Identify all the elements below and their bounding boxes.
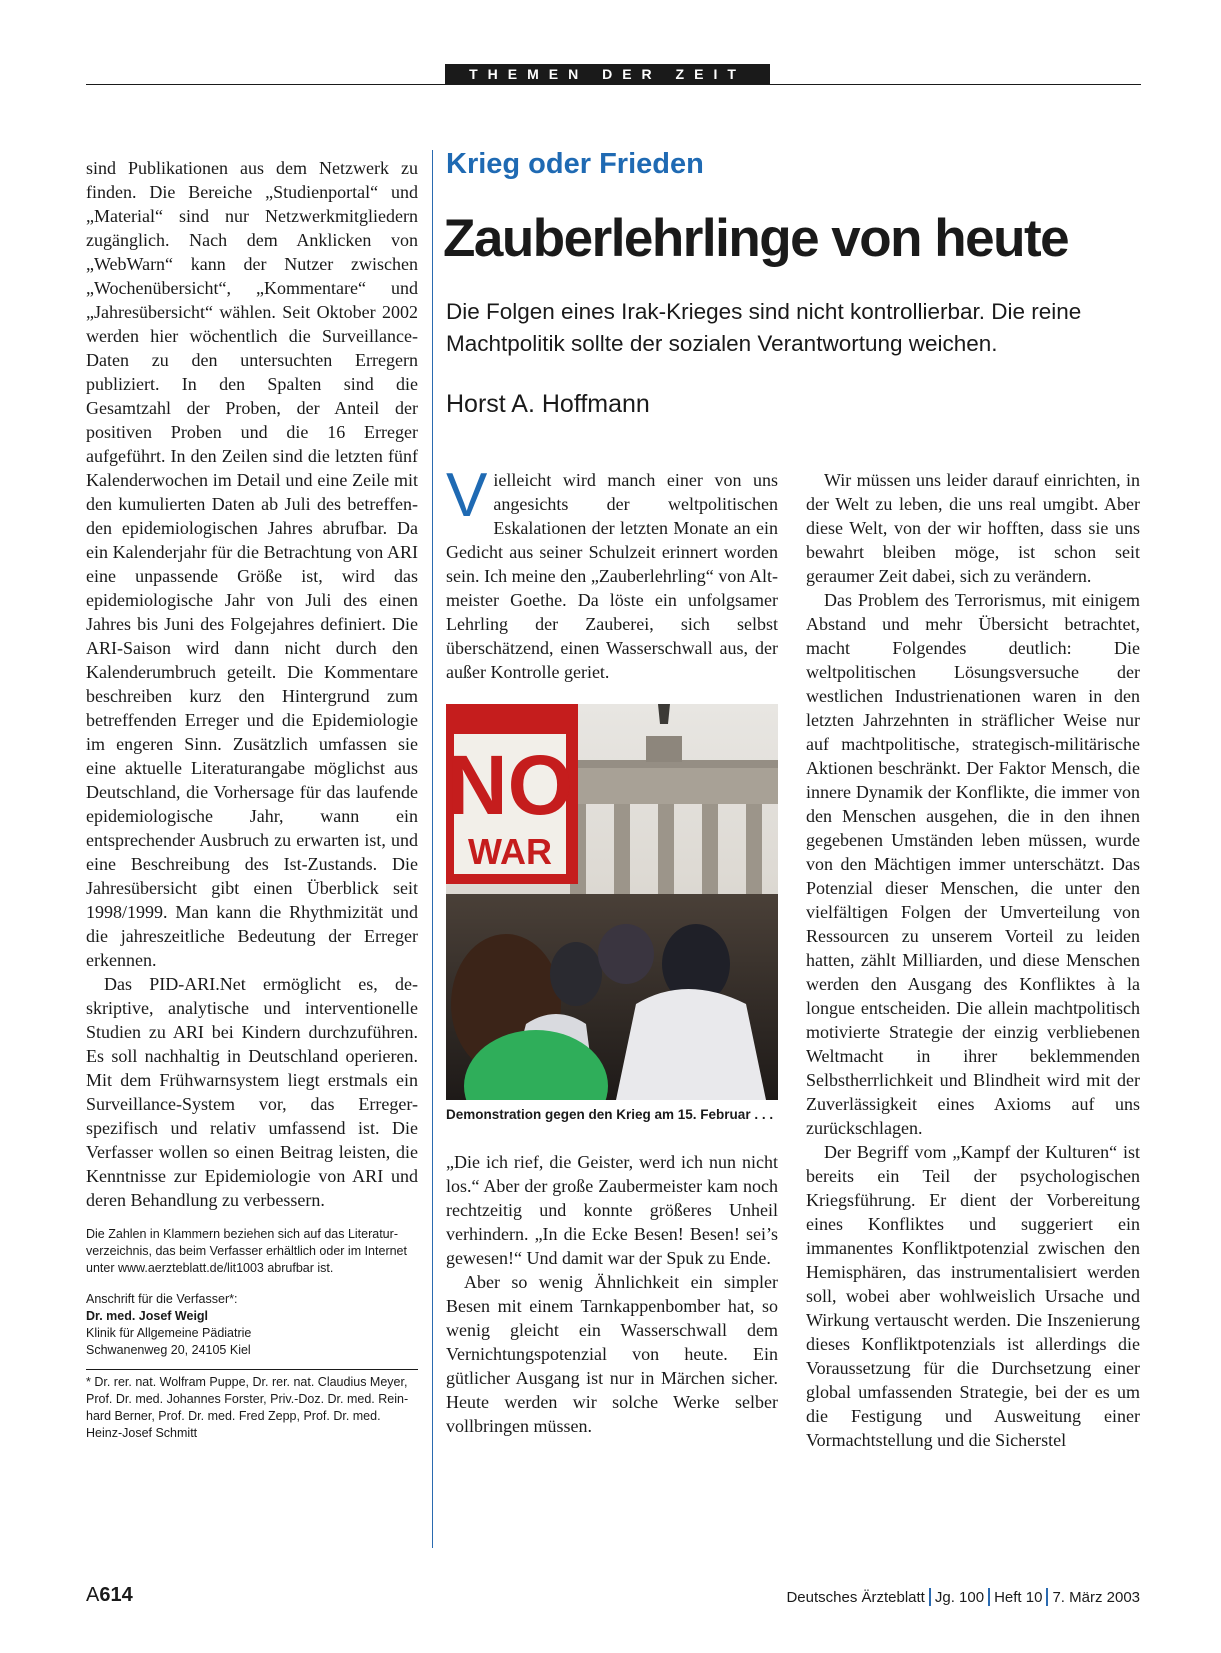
co-authors-note: * Dr. rer. nat. Wolfram Puppe, Dr. rer. nat. Claudius Meyer, Prof. Dr. med. Johannes Forster, Priv.-Doz. Dr. med. Reinhard Berner, Prof. Dr. med. Fred Zepp, Prof. Dr. med. Heinz-Josef Schmitt (86, 1369, 418, 1442)
right-column (806, 468, 1140, 1452)
middle-column (446, 461, 778, 1438)
footer-separator (1046, 1588, 1048, 1606)
section-header (86, 64, 1141, 86)
references-footnote: Die Zahlen in Klammern beziehen sich auf das Literaturverzeichnis, das beim Verfasser erhältlich oder im Internet unter www.aerzteblatt.de/lit1003 abrufbar ist. (86, 1227, 407, 1275)
column-divider (432, 150, 433, 1548)
page-number (86, 1584, 133, 1607)
left-column (86, 156, 418, 1442)
address-line-2: Schwanenweg 20, 24105 Kiel (86, 1343, 251, 1357)
journal-info (786, 1588, 1140, 1606)
photo-caption: Demonstration gegen den Krieg am 15. Februar . . . (446, 1107, 774, 1122)
right-paragraph-1: Wir müssen uns leider darauf einrichten, in der Welt zu leben, die uns real umgibt. Aber diese Welt, von der wir hofften, dass sie uns bewahrt bleiben möge, ist schon seit geraumer Zeit dabei, sich zu verändern. (806, 470, 1140, 586)
mid-paragraph-3: Aber so wenig Ähnlichkeit ein simpler Besen mit einem Tarnkappenbomber hat, so wenig gleicht ein Wasserschwall dem Vernichtungspotenzial von heute. Ein gütlicher Ausgang ist nur in Märchen sicher. Heute werden wir solche Werke selber vollbringen müssen. (446, 1272, 778, 1436)
journal-name: Deutsches Ärzteblatt (786, 1589, 925, 1606)
author-address (86, 1291, 418, 1359)
journal-date: 7. März 2003 (1052, 1589, 1140, 1606)
journal-issue: Heft 10 (994, 1589, 1043, 1606)
demonstration-photo (446, 704, 778, 1100)
sign-no-text: NO (447, 738, 573, 832)
article-headline: Zauberlehrlinge von heute (443, 209, 1069, 268)
left-paragraph-1: sind Publikationen aus dem Netzwerk zu finden. Die Bereiche „Studienportal“ und „Material“ sind nur Netzwerkmitgliedern zugänglich. Nach dem Anklicken von „WebWarn“ kann der Nutzer zwischen „Wochenübersicht“, „Kommentare“ und „Jahresübersicht“ wählen. Seit Oktober 2002 werden hier wöchentlich die Surveillance-Daten zu den untersuchten Erregern publiziert. In den Spalten sind die Gesamtzahl der Proben, der Anteil der positiven Proben und die 16 Erreger aufgeführt. In den Zeilen sind die letzten fünf Kalenderwochen im Detail und eine Zeile mit den kumulierten Daten ab Juli des betreffenden epidemiologischen Jahres abrufbar. Da ein Kalenderjahr für die Betrachtung von ARI eine unpassende Größe ist, wird das epidemiologische Jahr von Juli des einen Jahres bis Juni des Folgejahres definiert. Die ARI-Saison wird dann nicht durch den Kalenderumbruch geteilt. Die Kommentare beschreiben kurz den Hintergrund zum betreffenden Erreger und die Epidemiologie im engeren Sinn. Zusätzlich umfassen sie eine aktuelle Literaturangabe möglichst aus Deutschland, die Vorhersage für das laufende epidemiologische Jahr, wann ein entsprechender Ausbruch zu erwarten ist, und eine Beschreibung des Ist-Zustands. Die Jahresübersicht gibt einen Überblick seit 1998/1999. Man kann die Rhythmizität und die jahreszeitliche Bedeutung der Erreger erkennen. (86, 158, 418, 970)
sign-war-text: WAR (468, 831, 552, 872)
journal-volume: Jg. 100 (934, 1589, 985, 1606)
drop-cap: V (446, 461, 488, 530)
footer-separator (929, 1588, 931, 1606)
article-kicker: Krieg oder Frieden (446, 148, 704, 180)
address-name: Dr. med. Josef Weigl (86, 1309, 209, 1323)
photo-illustration (446, 704, 778, 1100)
address-line-1: Klinik für Allgemeine Pädiatrie (86, 1326, 252, 1340)
mid-paragraph-1 (446, 461, 778, 684)
article-byline: Horst A. Hoffmann (446, 390, 650, 418)
left-paragraph-2: Das PID-ARI.Net ermöglicht es, deskriptive, analytische und interventionelle Studien zu ARI bei Kindern durchzuführen. Es soll nachhaltig in Deutschland operieren. Mit dem Frühwarnsystem liegt erstmals ein Surveillance-System vor, das Erreger-spezifisch und relativ umfassend ist. Die Verfasser wollen so einen Beitrag leisten, die Kenntnisse zur Epidemiologie von ARI und deren Behandlung zu verbessern. (86, 974, 418, 1210)
section-label: THEMEN DER ZEIT (445, 64, 770, 85)
right-paragraph-3: Der Begriff vom „Kampf der Kulturen“ ist bereits ein Teil der psychologischen Kriegsführung. Er dient der Vorbereitung eines Konfliktes und suggeriert ein immanentes Konfliktpotenzial zwischen den Hemisphären, das instrumentalisiert werden soll, wobei aber wohlweislich Ursache und Wirkung vertauscht werden. Die Inszenierung dieses Konfliktpotenzials ist allerdings die Voraussetzung für die Durchsetzung einer global umfassenden Strategie, bei der es um die Festigung und Ausweitung einer Vormachtstellung und die Sicherstel (806, 1142, 1140, 1450)
page-number-value: 614 (99, 1584, 133, 1606)
article-dek: Die Folgen eines Irak-Krieges sind nicht kontrollierbar. Die reine Machtpolitik sollte der sozialen Verantwortung weichen. (446, 299, 1082, 356)
mid-paragraph-1-text: ielleicht wird manch einer von uns angesichts der weltpolitischen Eskalationen der letzten Monate an ein Gedicht aus seiner Schulzeit erinnert worden sein. Ich meine den „Zauberlehrling“ von Altmeister Goethe. Da löste ein unfolgsamer Lehrling der Zauberei, sich selbst überschätzend, einen Wasserschwall aus, der außer Kontrolle geriet. (446, 470, 778, 682)
page-prefix: A (86, 1584, 100, 1606)
address-label: Anschrift für die Verfasser*: (86, 1292, 238, 1306)
footer-separator (988, 1588, 990, 1606)
mid-column-continued (446, 1150, 778, 1438)
mid-paragraph-2: „Die ich rief, die Geister, werd ich nun nicht los.“ Aber der große Zaubermeister kam noch rechtzeitig und konnte größeres Unheil verhindern. „In die Ecke Besen! Besen! sei’s gewesen!“ Und damit war der Spuk zu Ende. (446, 1152, 778, 1268)
right-paragraph-2: Das Problem des Terrorismus, mit einigem Abstand und mehr Übersicht betrachtet, macht Folgendes deutlich: Die weltpolitischen Lösungsversuche der westlichen Industrienationen waren in den letzten Jahrzehnten in sträflicher Weise nur auf machtpolitische, strategisch-militärische Aktionen beschränkt. Der Faktor Mensch, die innere Dynamik der Konflikte, die immer von den Menschen ausgehen, die in den ihnen gegebenen Umständen leben müssen, wurde von den Mächtigen immer unterschätzt. Das Potenzial dieser Menschen, die unter den vielfältigen Folgen der Umverteilung von Ressourcen zu unserem Vorteil zu leiden hatten, zählt Milliarden, und diese Menschen werden den Ausgang des Konfliktes à la longue entscheiden. Die allein machtpolitisch motivierte Strategie der einzig verbliebenen Weltmacht in ihrer beklemmenden Selbstherrlichkeit und Blindheit wird mit der Zuverlässigkeit eines Axioms auf uns zurückschlagen. (806, 590, 1140, 1138)
